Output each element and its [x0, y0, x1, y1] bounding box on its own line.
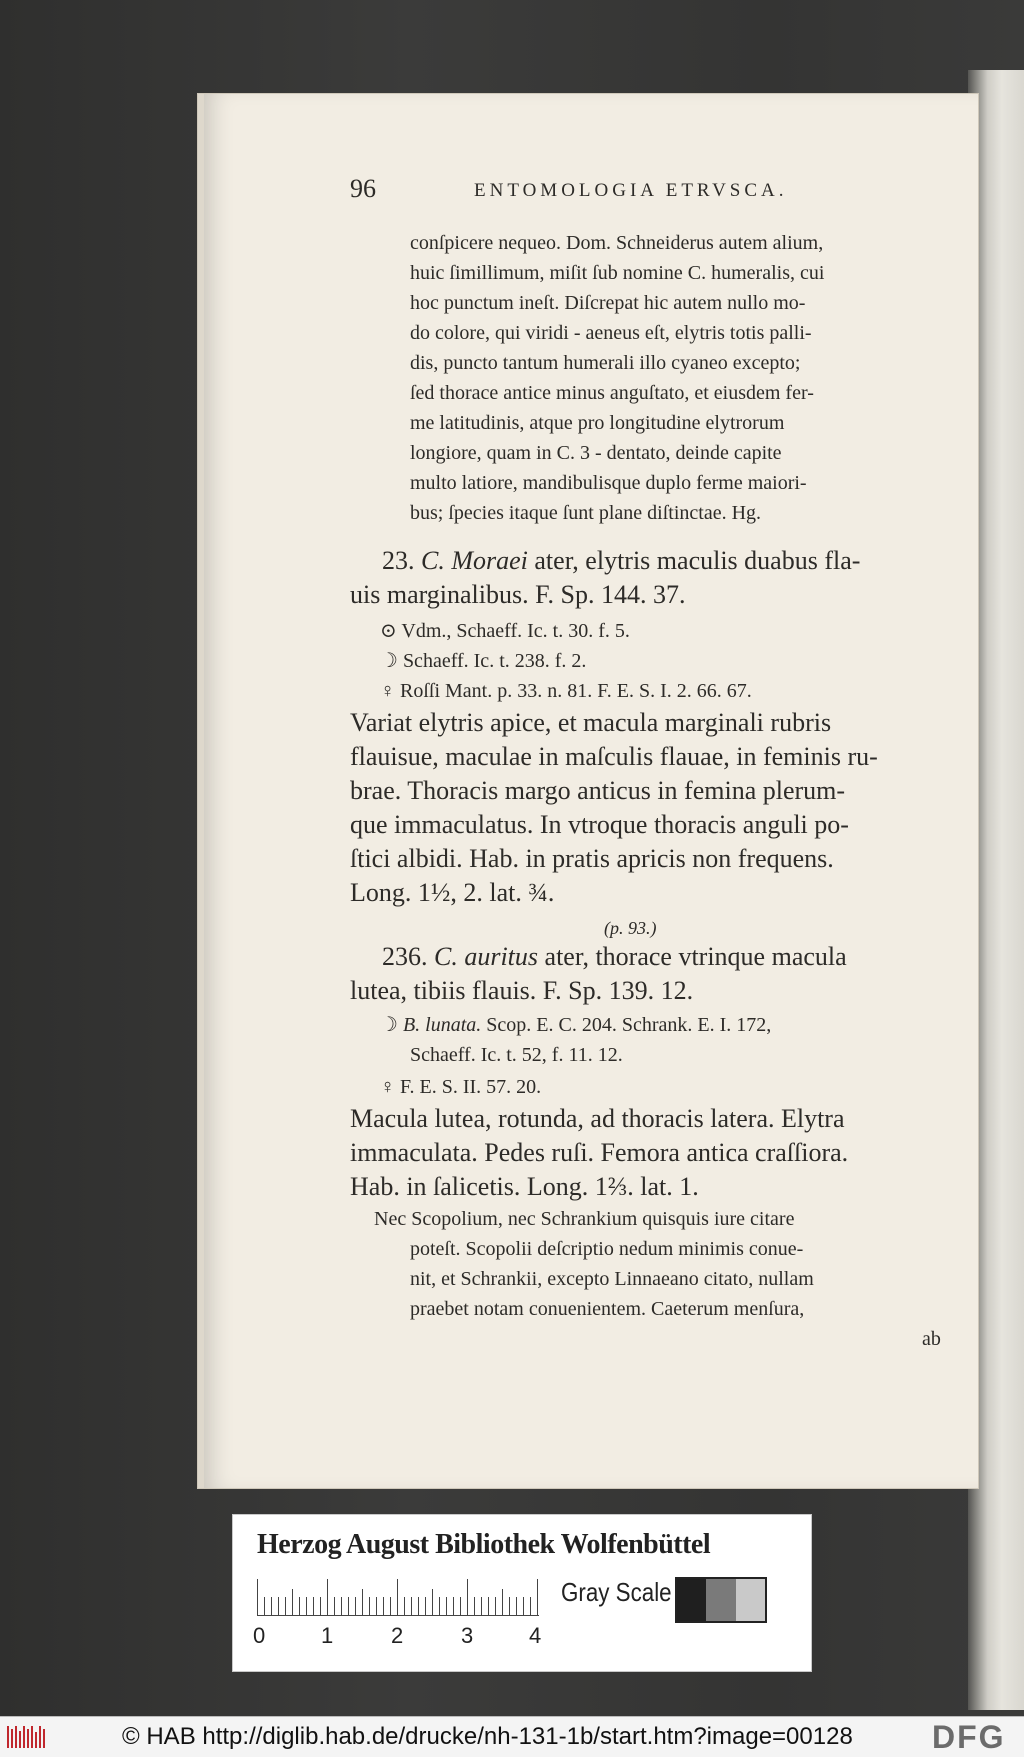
ruler-tick [425, 1597, 426, 1615]
entry-number: 23. [382, 546, 415, 575]
synonym-name: B. lunata. [402, 1014, 482, 1036]
reference-line [380, 676, 752, 706]
reference-line [380, 646, 586, 676]
text-line: brae. Thoracis margo anticus in femina plerum- [350, 776, 846, 805]
ruler-tick [369, 1597, 370, 1615]
dfg-logo: DFG [932, 1719, 1006, 1755]
ruler-tick [530, 1597, 531, 1615]
ruler-tick [523, 1597, 524, 1615]
gray-patch-dark [677, 1579, 706, 1621]
ruler-number: 4 [529, 1623, 542, 1648]
reference-line [380, 1072, 541, 1102]
text-line: poteſt. Scopolii deſcriptio nedum minimis conue- [410, 1238, 804, 1260]
reference-text: Schaeff. Ic. t. 238. f. 2. [402, 650, 587, 672]
book-page [198, 94, 978, 1488]
ruler-tick [348, 1597, 349, 1615]
ruler-tick [299, 1597, 300, 1615]
ruler-tick [418, 1597, 419, 1615]
footer-bar [0, 1716, 1024, 1757]
text-line: me latitudinis, atque pro longitudine elytrorum [410, 412, 785, 434]
text-line: immaculata. Pedes ruſi. Femora antica craſſiora. [350, 1138, 849, 1167]
entry-heading [382, 940, 847, 974]
moon-symbol-icon: ☽ [380, 650, 398, 672]
ruler-tick [362, 1589, 363, 1615]
ruler-tick [306, 1597, 307, 1615]
moon-symbol-icon: ☽ [380, 1014, 398, 1036]
sun-symbol-icon: ⊙ [380, 620, 397, 642]
text-line: flauisue, maculae in maſculis flauae, in feminis ru- [350, 742, 878, 771]
ruler-tick [278, 1597, 279, 1615]
reference-text: Scop. E. C. 204. Schrank. E. I. 172, [486, 1014, 772, 1036]
ruler-tick [516, 1597, 517, 1615]
text-line: conſpicere nequeo. Dom. Schneiderus autem alium, [410, 232, 824, 254]
reference-text: F. E. S. II. 57. 20. [400, 1076, 542, 1098]
ruler-tick [446, 1597, 447, 1615]
ruler-tick [271, 1597, 272, 1615]
text-line: lutea, tibiis flauis. F. Sp. 139. 12. [350, 976, 694, 1005]
hab-logo-icon [6, 1724, 48, 1750]
page-number: 96 [350, 174, 376, 203]
ruler-tick [313, 1597, 314, 1615]
ruler-tick [404, 1597, 405, 1615]
ruler-tick [495, 1597, 496, 1615]
ruler-tick [481, 1597, 482, 1615]
ruler-tick [502, 1589, 503, 1615]
ruler-tick [432, 1589, 433, 1615]
diagnosis: ater, thorace vtrinque macula [544, 942, 847, 971]
ruler-number: 0 [253, 1623, 266, 1648]
ruler-tick [467, 1579, 468, 1615]
text-line: uis marginalibus. F. Sp. 144. 37. [350, 580, 686, 609]
ruler-tick [285, 1597, 286, 1615]
ruler-number: 2 [391, 1623, 404, 1648]
gray-patch-light [736, 1579, 765, 1621]
text-line: bus; ſpecies itaque ſunt plane diſtinctae. Hg. [410, 502, 762, 524]
gray-patch-mid [706, 1579, 735, 1621]
ruler-tick [376, 1597, 377, 1615]
text-line: Macula lutea, rotunda, ad thoracis latera. Elytra [350, 1104, 845, 1133]
gray-scale-label: Gray Scale [561, 1577, 672, 1607]
ruler-tick [411, 1597, 412, 1615]
text-line: dis, puncto tantum humerali illo cyaneo excepto; [410, 352, 801, 374]
species-name: C. auritus [434, 942, 539, 971]
entry-number: 236. [382, 942, 428, 971]
reference-text: Roſſi Mant. p. 33. n. 81. F. E. S. I. 2. 66. 67. [400, 680, 752, 702]
ruler-tick [460, 1597, 461, 1615]
entry-heading [382, 544, 860, 578]
species-name: C. Moraei [421, 546, 528, 575]
ruler-number: 3 [461, 1623, 474, 1648]
text-line: longiore, quam in C. 3 - dentato, deinde capite [410, 442, 782, 464]
page-reference-note: (p. 93.) [604, 918, 657, 938]
ruler-tick [390, 1597, 391, 1615]
text-line: Long. 1½, 2. lat. ¾. [350, 878, 555, 907]
text-line: Nec Scopolium, nec Schrankium quisquis iure citare [374, 1208, 795, 1230]
ruler-tick [264, 1597, 265, 1615]
ruler-tick [453, 1597, 454, 1615]
reference-line: Schaeff. Ic. t. 52, f. 11. 12. [410, 1044, 623, 1066]
library-name: Herzog August Bibliothek Wolfenbüttel [257, 1529, 711, 1560]
text-line: huic ſimillimum, miſit ſub nomine C. humeralis, cui [410, 262, 825, 284]
text-line: que immaculatus. In vtroque thoracis anguli po- [350, 810, 849, 839]
text-line: praebet notam conuenientem. Caeterum menſura, [410, 1298, 805, 1320]
ruler-tick [509, 1597, 510, 1615]
scale-ruler [257, 1575, 539, 1619]
text-line: multo latiore, mandibulisque duplo ferme maiori- [410, 472, 807, 494]
reference-text: Vdm., Schaeff. Ic. t. 30. f. 5. [401, 620, 630, 642]
venus-symbol-icon: ♀ [380, 1076, 395, 1098]
ruler-number: 1 [321, 1623, 334, 1648]
venus-symbol-icon: ♀ [380, 680, 395, 702]
text-line: Variat elytris apice, et macula marginali rubris [350, 708, 832, 737]
text-line: nit, et Schrankii, excepto Linnaeano citato, nullam [410, 1268, 814, 1290]
running-head: ENTOMOLOGIA ETRVSCA. [474, 180, 788, 201]
ruler-tick [488, 1597, 489, 1615]
ruler-tick [327, 1579, 328, 1615]
text-line: do colore, qui viridi - aeneus eſt, elytris totis palli- [410, 322, 812, 344]
text-line: ſed thorace antice minus anguſtato, et eiusdem fer- [410, 382, 814, 404]
reference-line [380, 1010, 771, 1040]
ruler-tick [292, 1589, 293, 1615]
ruler-tick [383, 1597, 384, 1615]
gray-scale-swatch [675, 1577, 767, 1623]
catchword: ab [922, 1328, 941, 1350]
ruler-tick [474, 1597, 475, 1615]
diagnosis: ater, elytris maculis duabus fla- [534, 546, 861, 575]
ruler-tick [334, 1597, 335, 1615]
ruler-tick [355, 1597, 356, 1615]
ruler-tick [439, 1597, 440, 1615]
color-target-card [232, 1514, 812, 1672]
text-line: Hab. in ſalicetis. Long. 1⅔. lat. 1. [350, 1172, 699, 1201]
ruler-tick [257, 1579, 258, 1615]
text-line: hoc punctum ineſt. Diſcrepat hic autem nullo mo- [410, 292, 806, 314]
copyright-url: © HAB http://diglib.hab.de/drucke/nh-131-1b/start.htm?image=00128 [122, 1723, 853, 1750]
ruler-tick [397, 1579, 398, 1615]
ruler-tick [341, 1597, 342, 1615]
reference-line [380, 616, 630, 646]
text-line: ſtici albidi. Hab. in pratis apricis non frequens. [350, 844, 834, 873]
ruler-tick [537, 1579, 538, 1615]
ruler-tick [320, 1597, 321, 1615]
